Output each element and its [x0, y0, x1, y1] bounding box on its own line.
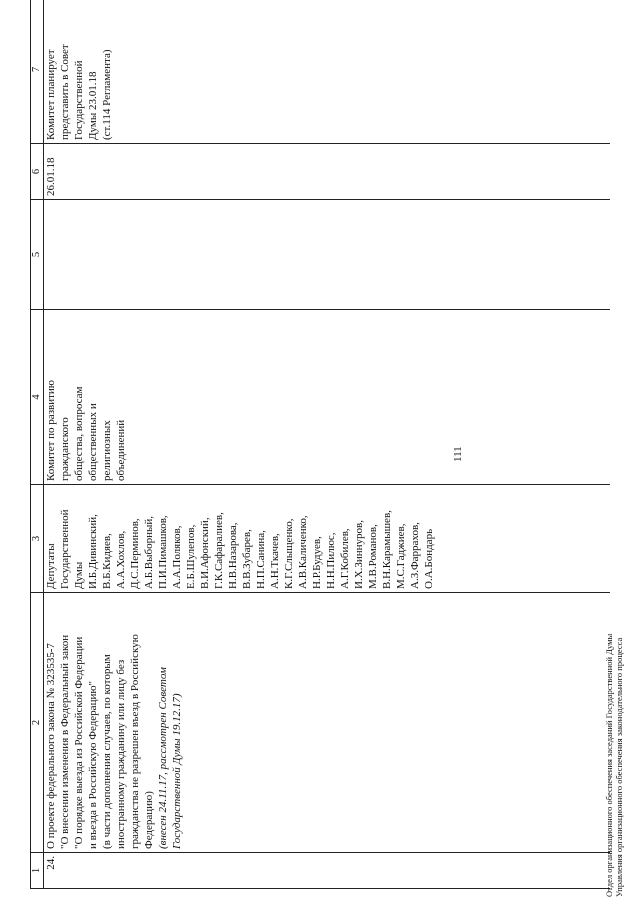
date-cell: 26.01.18 — [44, 144, 611, 200]
list-item: М.С.Гаджиев, — [395, 523, 407, 589]
footer-line: Управления организационного обеспечения законодательного процесса — [614, 637, 624, 897]
list-item: Н.Н.Пилюс, — [325, 532, 337, 589]
column-5-cell — [44, 200, 611, 310]
bill-line: гражданства не разрешен въезд в Российскую — [129, 634, 141, 849]
col-number-1: 1 — [31, 853, 44, 889]
page-footer — [604, 634, 624, 897]
bill-line: Федерацию) — [143, 791, 155, 849]
list-item: Н.Р.Будуев, — [311, 536, 323, 589]
bill-line: иностранному гражданину или лицу без — [115, 659, 127, 849]
bill-description — [44, 593, 611, 853]
col-number-7: 7 — [31, 0, 44, 144]
list-item: А.А.Поляков, — [171, 525, 183, 589]
col-number-2: 2 — [31, 593, 44, 853]
bills-table — [30, 0, 610, 889]
list-item: О.А.Бондарь — [423, 528, 435, 589]
list-item: К.Г.Слыщенко, — [283, 518, 295, 589]
col-number-4: 4 — [31, 310, 44, 485]
bill-line: "О порядке выезда из Российской Федерации — [73, 636, 85, 849]
bill-note-line: (внесен 24.11.17, рассмотрен Советом — [157, 667, 169, 849]
bill-note-line: Государственной Думы 19.12.17) — [171, 693, 183, 849]
committee-line: Комитет по развитию — [45, 379, 57, 481]
column-number-row — [31, 0, 44, 889]
plan-line: Комитет планирует — [45, 49, 57, 140]
bill-line: и въезда в Российскую Федерацию" — [87, 680, 99, 849]
plan-line: представить в Совет — [59, 44, 71, 140]
list-item: Е.Б.Шулепов, — [185, 524, 197, 589]
footer-line: Отдел организационного обеспечения заседаний Государственной Думы — [604, 633, 614, 897]
list-item: В.И.Афонский, — [199, 517, 211, 589]
bill-line: (в части дополнения случаев, по которым — [101, 654, 113, 849]
list-item: Государственной — [59, 509, 71, 589]
page-number: 111 — [452, 446, 464, 462]
bill-line: О проекте федерального закона № 323535-7 — [45, 643, 57, 849]
col-number-5: 5 — [31, 200, 44, 310]
list-item: Н.В.Назарова, — [227, 522, 239, 589]
responsible-committee — [44, 310, 611, 485]
row-number: 24. — [44, 853, 611, 889]
list-item: Н.П.Санина, — [255, 530, 267, 589]
col-number-3: 3 — [31, 485, 44, 593]
list-item: И.Б.Дивинский, — [87, 514, 99, 589]
list-item: А.Г.Кобилев, — [339, 528, 351, 589]
committee-line: объединений — [115, 419, 127, 481]
plan-line: Государственной — [73, 60, 85, 140]
committee-line: гражданского — [59, 417, 71, 481]
committee-line: общественных и — [87, 403, 99, 481]
list-item: А.А.Хохлов, — [115, 530, 127, 589]
list-item: А.Н.Ткачев, — [269, 533, 281, 589]
list-item: Д.С.Перминов, — [129, 518, 141, 589]
committee-line: религиозных — [101, 420, 113, 481]
col-number-6: 6 — [31, 144, 44, 200]
list-item: Г.К.Сафаралиев, — [213, 512, 225, 589]
bill-line: "О внесении изменения в Федеральный закон — [59, 634, 71, 849]
proposers-list — [44, 485, 611, 593]
list-item: М.В.Романов, — [367, 524, 379, 589]
list-item: А.В.Каличенко, — [297, 515, 309, 589]
plan-line: Думы 23.01.18 — [87, 71, 99, 140]
table-row — [44, 0, 611, 889]
list-item: И.Х.Зиннуров, — [353, 519, 365, 589]
plan-line: (ст.114 Регламента) — [101, 49, 113, 140]
committee-line: общества, вопросам — [73, 386, 85, 481]
list-item: Думы — [73, 561, 85, 589]
list-item: В.Н.Карамышев, — [381, 510, 393, 589]
list-item: Депутаты — [45, 543, 57, 589]
plan-note — [44, 0, 611, 144]
list-item: В.В.Зубарев, — [241, 529, 253, 589]
list-item: В.Б.Кидяев, — [101, 533, 113, 589]
list-item: П.И.Пимашков, — [157, 515, 169, 589]
list-item: А.З.Фаррахов, — [409, 522, 421, 589]
list-item: А.Б.Выборный, — [143, 516, 155, 589]
